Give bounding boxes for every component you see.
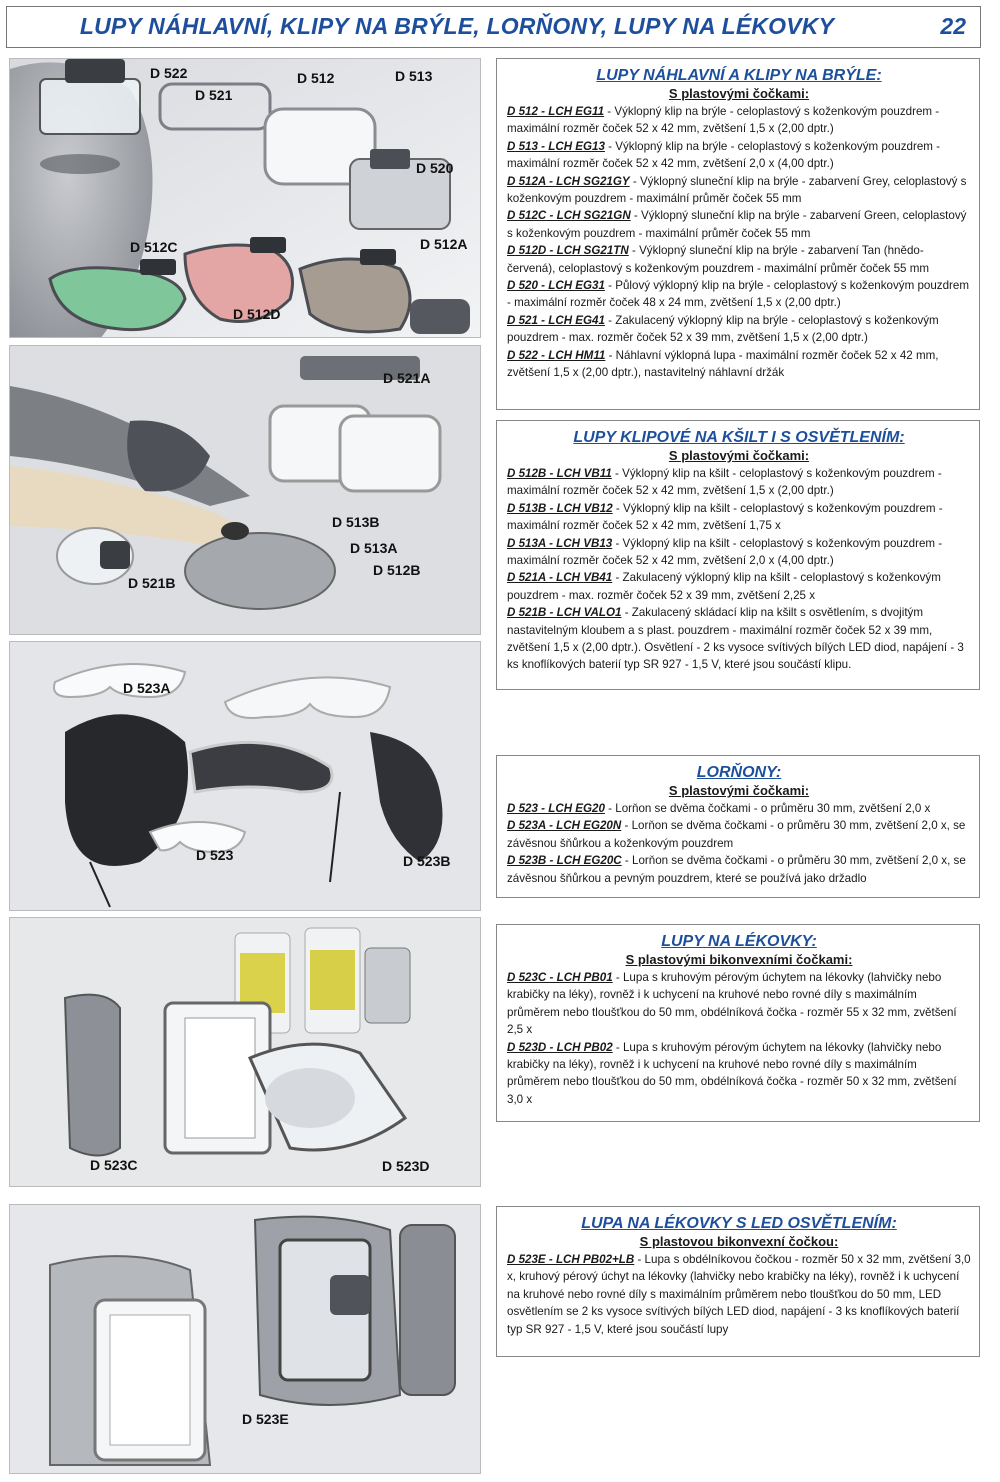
photo-label: D 521A	[383, 370, 431, 386]
product-desc: - Výklopný klip na kšilt - celoplastový s koženkovým pouzdrem - maximální rozměr čoček 52 x 42 mm, zvětšení 1,75 x	[507, 501, 943, 533]
photo-cap-clips-art	[10, 346, 481, 635]
product-desc: - Lupa s kruhovým pérovým úchytem na lékovky (lahvičky nebo krabičky na léky), rovněž i k uchycení na kruhové nebo rovné díly s maximálním průměrem nebo tloušťkou do 50 mm, obdélníková čočka - rozměr 55 x 32 mm, zvětšení 2,5 x	[507, 971, 957, 1037]
product-item	[507, 500, 971, 535]
product-code: D 523E - LCH PB02+LB	[507, 1253, 635, 1266]
section-led-magnifier	[496, 1206, 980, 1357]
product-desc: - Zakulacený skládací klip na kšilt s osvětlením, s dvojitým nastavitelným kloubem a s plast. pouzdrem - maximální rozměr čoček 52 x 39 mm, zvětšení 1,5 x (2,00 dptr.). Osvětlení - 2 ks vysoce svítivých bílých LED diod, napájení - 3 ks knoflíkových baterií typ SR 927 - 1,5 V, které jsou součástí klipu.	[507, 606, 964, 672]
section-subtitle: S plastovou bikonvexní čočkou:	[639, 1234, 839, 1249]
product-desc: - Výklopný klip na kšilt - celoplastový s koženkovým pouzdrem - maximální rozměr čoček 52 x 42 mm, zvětšení 1,5 x (2,00 dptr.)	[507, 467, 942, 498]
product-item	[507, 569, 971, 604]
product-item	[507, 103, 971, 138]
product-code: D 520 - LCH EG31	[507, 279, 605, 293]
product-code: D 512 - LCH EG11	[507, 105, 605, 118]
product-item	[507, 852, 971, 887]
photo-label: D 513A	[350, 540, 398, 556]
section-title: LUPY KLIPOVÉ NA KŠILT I S OSVĚTLENÍM:	[573, 429, 905, 446]
section-headband-clip-ons	[496, 58, 980, 410]
product-item	[507, 1251, 971, 1338]
product-code: D 512A - LCH SG21GY	[507, 174, 630, 188]
photo-bottle-magnifiers	[9, 917, 481, 1187]
photo-clip-ons	[9, 58, 481, 338]
product-desc: - Výklopný klip na brýle - celoplastový s koženkovým pouzdrem - maximální rozměr čoček 52 x 42 mm, zvětšení 1,5 x (2,00 dptr.)	[507, 105, 940, 136]
product-desc: - Výklopný klip na brýle - celoplastový s koženkovým pouzdrem - maximální rozměr čoček 52 x 42 mm, zvětšení 2,0 x (4,00 dptr.)	[507, 139, 941, 171]
product-item	[507, 173, 971, 208]
product-desc: - Zakulacený výklopný klip na kšilt - celoplastový s koženkovým pouzdrem - max. rozměr čoček 52 x 39 mm, zvětšení 2,25 x	[507, 571, 941, 602]
photo-label: D 512B	[373, 562, 421, 578]
photo-label: D 512D	[233, 306, 281, 322]
product-code: D 512D - LCH SG21TN	[507, 244, 629, 258]
product-item	[507, 465, 971, 500]
section-title: LUPY NÁHLAVNÍ A KLIPY NA BRÝLE:	[596, 67, 882, 84]
section-title: LORŇONY:	[696, 764, 782, 781]
product-code: D 513A - LCH VB13	[507, 536, 613, 550]
product-item	[507, 277, 971, 312]
product-desc: - Lorňon se dvěma čočkami - o průměru 30 mm, zvětšení 2,0 x	[604, 802, 931, 815]
photo-label: D 512A	[420, 236, 468, 252]
product-item	[507, 207, 971, 242]
page-number: 22	[940, 13, 966, 39]
product-desc: - Výklopný sluneční klip na brýle - zabarvení Green, celoplastový s koženkovým pouzdrem - maximální průměr čoček 55 mm	[507, 209, 967, 240]
photo-label: D 513	[395, 68, 433, 84]
product-code: D 521 - LCH EG41	[507, 313, 605, 327]
photo-lorgnettes-art	[10, 642, 481, 911]
product-code: D 521B - LCH VALO1	[507, 606, 622, 620]
photo-label: D 513B	[332, 514, 380, 530]
page-title: LUPY NÁHLAVNÍ, KLIPY NA BRÝLE, LORŇONY, LUPY NA LÉKOVKY	[79, 13, 835, 39]
photo-label: D 523B	[403, 853, 451, 869]
product-item	[507, 347, 971, 382]
product-desc: - Výklopný klip na kšilt - celoplastový s koženkovým pouzdrem - maximální rozměr čoček 52 x 42 mm, zvětšení 2,0 x (4,00 dptr.)	[507, 536, 943, 568]
product-item	[507, 969, 971, 1039]
product-desc: - Lupa s obdélníkovou čočkou - rozměr 50 x 32 mm, zvětšení 3,0 x, kruhový pérový úchyt na lékovky (lahvičky nebo krabičky na léky), rovněž i k uchycení na kruhové nebo rovné díly s maximálním průměrem nebo tloušťkou do 50 mm, LED osvětlením se 2 ks vysoce svítivých bílých LED diod, napájení - 3 ks knoflíkových baterií typ SR 927 - 1,5 V, které jsou součástí lupy	[507, 1253, 971, 1336]
product-desc: - Půlový výklopný klip na brýle - celoplastový s koženkovým pouzdrem - maximální rozměr čoček 48 x 24 mm, zvětšení 1,5 x (2,00 dptr.)	[507, 279, 970, 310]
product-desc: - Lorňon se dvěma čočkami - o průměru 30 mm, zvětšení 2,0 x, se závěsnou šňůrkou a koženkovým pouzdrem	[507, 819, 966, 850]
product-item	[507, 138, 971, 173]
product-desc: - Lupa s kruhovým pérovým úchytem na lékovky (lahvičky nebo krabičky na léky), rovněž i k uchycení na kruhové nebo rovné díly s maximálním průměrem nebo tloušťkou do 50 mm, obdélníková čočka - rozměr 50 x 32 mm, zvětšení 3,0 x	[507, 1040, 957, 1106]
product-code: D 523A - LCH EG20N	[507, 819, 622, 833]
product-item	[507, 535, 971, 570]
photo-label: D 523	[196, 847, 234, 863]
section-bottle-magnifiers	[496, 924, 980, 1122]
product-item	[507, 1039, 971, 1109]
section-subtitle: S plastovými čočkami:	[668, 448, 810, 463]
product-item	[507, 817, 971, 852]
photo-label: D 523C	[90, 1157, 138, 1173]
photo-label: D 521B	[128, 575, 176, 591]
product-item	[507, 604, 971, 674]
photo-label: D 523D	[382, 1158, 430, 1174]
section-title: LUPA NA LÉKOVKY S LED OSVĚTLENÍM:	[581, 1215, 897, 1232]
product-item	[507, 312, 971, 347]
product-code: D 513B - LCH VB12	[507, 501, 613, 515]
photo-label: D 521	[195, 87, 233, 103]
photo-label: D 520	[416, 160, 454, 176]
photo-label: D 523E	[242, 1411, 289, 1427]
photo-lorgnettes	[9, 641, 481, 911]
product-code: D 523 - LCH EG20	[507, 802, 605, 815]
section-cap-clips	[496, 420, 980, 690]
section-subtitle: S plastovými čočkami:	[668, 86, 810, 101]
photo-clip-ons-art	[10, 59, 481, 338]
section-lorgnettes	[496, 755, 980, 898]
product-code: D 521A - LCH VB41	[507, 571, 613, 585]
photo-label: D 512C	[130, 239, 178, 255]
product-item	[507, 242, 971, 277]
photo-bottle-magnifiers-art	[10, 918, 481, 1187]
photo-led-magnifier	[9, 1204, 481, 1474]
photo-label: D 523A	[123, 680, 171, 696]
product-desc: - Náhlavní výklopná lupa - maximální rozměr čoček 52 x 42 mm, zvětšení 1,5 x (2,00 dptr.), nastavitelný náhlavní držák	[507, 348, 939, 380]
product-code: D 523D - LCH PB02	[507, 1040, 613, 1054]
section-subtitle: S plastovými čočkami:	[668, 783, 810, 798]
page-header	[6, 6, 981, 48]
photo-led-magnifier-art	[10, 1205, 481, 1474]
product-code: D 522 - LCH HM11	[507, 348, 606, 362]
product-code: D 523B - LCH EG20C	[507, 854, 622, 868]
product-code: D 523C - LCH PB01	[507, 971, 613, 984]
section-subtitle: S plastovými bikonvexními čočkami:	[625, 952, 853, 967]
product-desc: - Zakulacený výklopný klip na brýle - celoplastový s koženkovým pouzdrem - max. rozměr čoček 52 x 39 mm, zvětšení 1,5 x (2,00 dptr.)	[507, 313, 939, 345]
product-code: D 512C - LCH SG21GN	[507, 209, 631, 223]
product-item	[507, 800, 971, 817]
product-desc: - Výklopný sluneční klip na brýle - zabarvení Tan (hnědo-červená), celoplastový s koženkovým pouzdrem - maximální průměr čoček 55 mm	[507, 244, 930, 275]
photo-cap-clips	[9, 345, 481, 635]
product-code: D 512B - LCH VB11	[507, 467, 612, 480]
photo-label: D 512	[297, 70, 335, 86]
product-desc: - Lorňon se dvěma čočkami - o průměru 30 mm, zvětšení 2,0 x, se závěsnou šňůrkou a pevným pouzdrem, které se používá jako držadlo	[507, 854, 966, 885]
product-desc: - Výklopný sluneční klip na brýle - zabarvení Grey, celoplastový s koženkovým pouzdrem - maximální průměr čoček 55 mm	[507, 174, 967, 206]
section-title: LUPY NA LÉKOVKY:	[661, 933, 817, 950]
product-code: D 513 - LCH EG13	[507, 139, 605, 153]
photo-label: D 522	[150, 65, 188, 81]
